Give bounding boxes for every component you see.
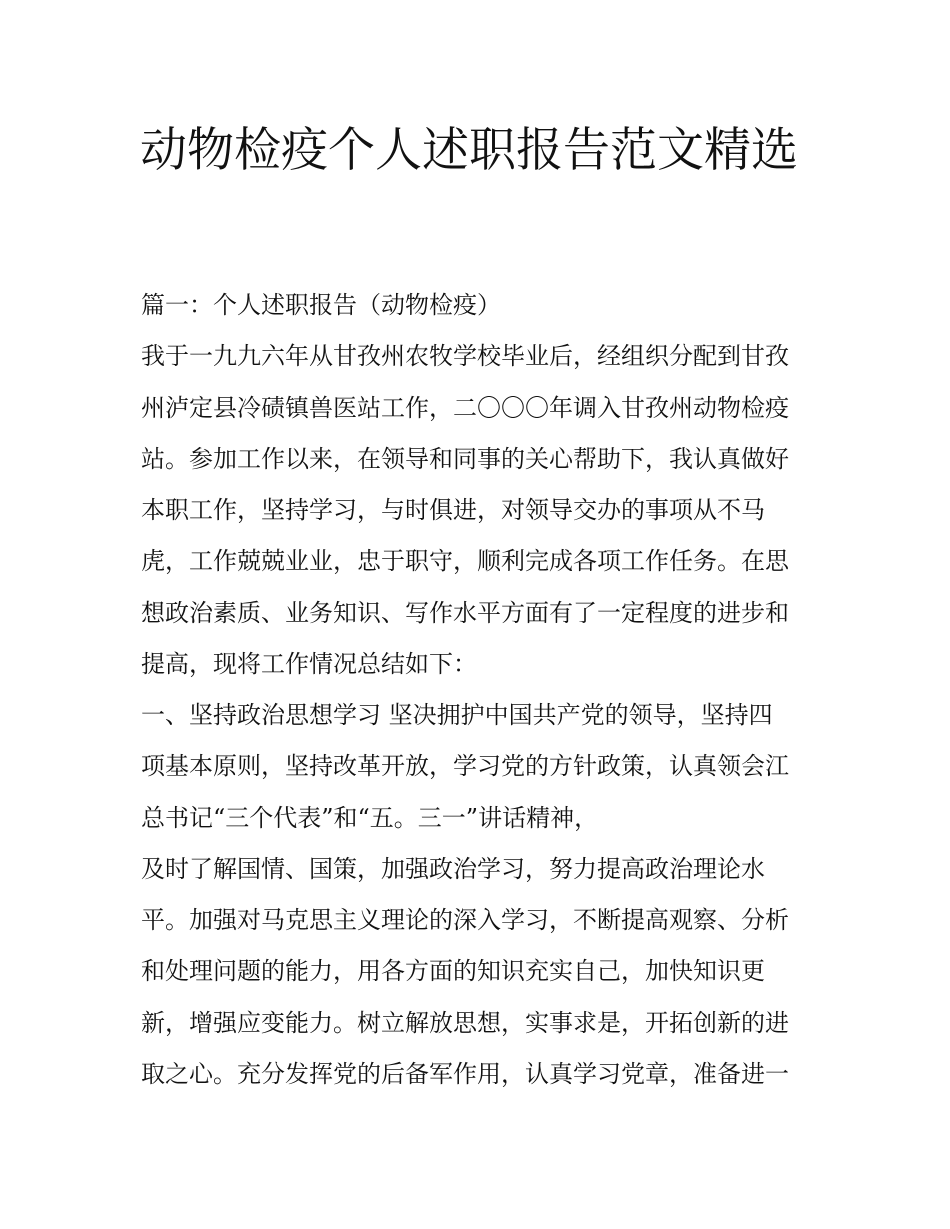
document-title: 动物检疫个人述职报告范文精选 (140, 123, 798, 178)
body-line: 新，增强应变能力。树立解放思想，实事求是，开拓创新的进 (141, 1008, 789, 1037)
section-heading: 篇一：个人述职报告（动物检疫） (141, 291, 501, 319)
body-line: 虎，工作兢兢业业，忠于职守，顺利完成各项工作任务。在思 (141, 547, 789, 576)
body-line: 一、坚持政治思想学习 坚决拥护中国共产党的领导，坚持四 (141, 701, 773, 729)
body-line: 州泸定县冷碛镇兽医站工作，二〇〇〇年调入甘孜州动物检疫 (141, 393, 789, 422)
document-body (141, 280, 821, 1100)
body-line: 想政治素质、业务知识、写作水平方面有了一定程度的进步和 (141, 598, 789, 627)
body-line: 我于一九九六年从甘孜州农牧学校毕业后，经组织分配到甘孜 (141, 342, 789, 371)
body-line: 平。加强对马克思主义理论的深入学习，不断提高观察、分析 (141, 906, 789, 934)
body-line: 取之心。充分发挥党的后备军作用，认真学习党章，准备进一 (141, 1059, 789, 1088)
body-line: 本职工作，坚持学习，与时俱进，对领导交办的事项从不马 (141, 496, 765, 524)
body-line: 项基本原则，坚持改革开放，学习党的方针政策，认真领会江 (141, 752, 789, 781)
body-line: 提高，现将工作情况总结如下： (141, 649, 477, 678)
body-line: 总书记“三个代表”和“五。三一”讲话精神， (141, 803, 599, 832)
body-line: 站。参加工作以来，在领导和同事的关心帮助下，我认真做好 (141, 444, 789, 473)
body-line: 和处理问题的能力，用各方面的知识充实自己，加快知识更 (141, 957, 765, 986)
body-line: 及时了解国情、国策，加强政治学习，努力提高政治理论水 (141, 854, 765, 883)
